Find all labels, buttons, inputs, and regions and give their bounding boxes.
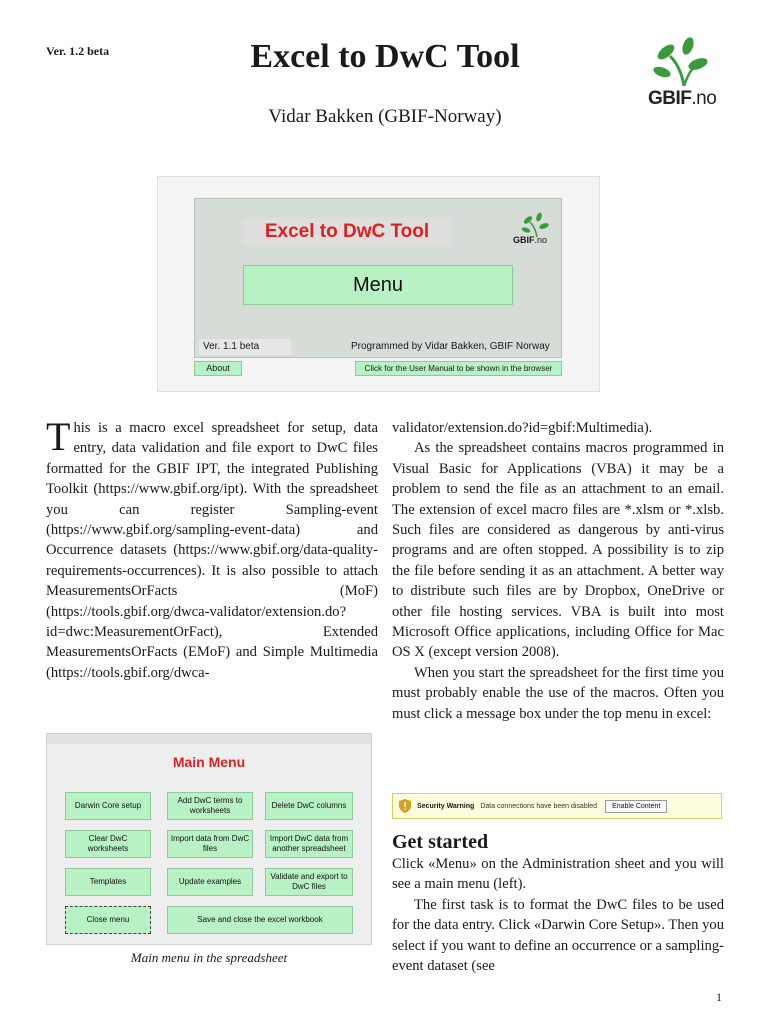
import-from-spreadsheet-button[interactable]: Import DwC data from another spreadsheet <box>265 830 353 858</box>
gbif-leaf-icon <box>517 209 557 253</box>
update-examples-button[interactable]: Update examples <box>167 868 253 896</box>
get-started-paragraph-2: The first task is to format the DwC files to be used for the data entry. Click «Darwin Core Setup». Then you select if you want to define an occurrence or a sampling-event dataset (see <box>392 896 724 975</box>
author-line: Vidar Bakken (GBIF-Norway) <box>268 106 502 127</box>
save-close-workbook-button[interactable]: Save and close the excel workbook <box>167 906 353 934</box>
panel-version: Ver. 1.1 beta <box>199 339 291 355</box>
shield-warning-icon <box>399 799 411 813</box>
page-number: 1 <box>716 990 722 1004</box>
get-started-paragraph-1: Click «Menu» on the Administration sheet and you will see a main menu (left). <box>392 856 724 893</box>
security-warning-label: Security Warning <box>417 802 475 810</box>
gbif-logo-text: GBIF.no <box>648 88 717 109</box>
main-menu-title: Main Menu <box>172 754 246 770</box>
right-paragraph-1: validator/extension.do?id=gbif:Multimedia). <box>392 420 653 436</box>
get-started-text <box>392 854 724 976</box>
get-started-heading: Get started <box>392 831 489 853</box>
version-label: Ver. 1.2 beta <box>46 44 110 58</box>
enable-content-button[interactable]: Enable Content <box>605 800 667 813</box>
panel-title: Excel to DwC Tool <box>243 218 451 246</box>
document-title: Excel to DwC Tool <box>250 38 520 75</box>
intro-text: his is a macro excel spreadsheet for setup, data entry, data validation and file export to DwC files formatted for the GBIF IPT, the integrated Publishing Toolkit (https://www.gbif.org/ipt). With the spreadsheet you can register Sampling-event (https://www.gbif.org/sampling-event-data) and Occurrence datasets (https://www.gbif.org/data-quality-requirements-occurrences). It is also possible to attach MeasurementsOrFacts (MoF) (https://tools.gbif.org/dwca-validator/extension.do?id=dwc:MeasurementOrFact), Extended MeasurementsOrFacts (EMoF) and Simple Multimedia (https://tools.gbif.org/dwca- <box>46 420 378 681</box>
right-paragraph-3: When you start the spreadsheet for the first time you must probably enable the use of the macros. Often you must click a message box under the top menu in excel: <box>392 664 724 722</box>
templates-button[interactable]: Templates <box>65 868 151 896</box>
top-strip <box>47 734 371 744</box>
menu-screenshot <box>157 176 600 392</box>
darwin-core-setup-button[interactable]: Darwin Core setup <box>65 792 151 820</box>
drop-cap: T <box>46 414 71 459</box>
programmed-by: Programmed by Vidar Bakken, GBIF Norway <box>351 341 550 352</box>
figure-caption: Main menu in the spreadsheet <box>130 950 288 965</box>
user-manual-button[interactable]: Click for the User Manual to be shown in the browser <box>355 361 562 376</box>
main-menu-screenshot <box>46 733 372 945</box>
right-column <box>392 418 724 724</box>
add-dwc-terms-button[interactable]: Add DwC terms to worksheets <box>167 792 253 820</box>
delete-dwc-columns-button[interactable]: Delete DwC columns <box>265 792 353 820</box>
intro-paragraph <box>46 414 378 683</box>
menu-button[interactable]: Menu <box>243 265 513 305</box>
mini-gbif-logo-text: GBIF.no <box>513 235 548 245</box>
admin-panel <box>194 198 562 358</box>
security-warning-bar <box>392 793 722 819</box>
validate-export-button[interactable]: Validate and export to DwC files <box>265 868 353 896</box>
about-button[interactable]: About <box>194 361 242 376</box>
right-paragraph-2: As the spreadsheet contains macros programmed in Visual Basic for Applications (VBA) it may be a problem to send the file as an attachment to an email. The extension of excel macro files are *.xlsm or *.xlsb. Such files are considered as dangerous by anti-virus programs and are often stopped. A possibility is to zip the file before sending it as an attachment. A better way to distribute such files are by Dropbox, OneDrive or other file hosting services. VBA is built into most Microsoft Office applications, including Office for Mac OS X (except version 2008). <box>392 440 724 661</box>
import-dwc-files-button[interactable]: Import data from DwC files <box>167 830 253 858</box>
security-warning-text: Data connections have been disabled <box>480 802 598 810</box>
close-menu-button[interactable]: Close menu <box>65 906 151 934</box>
clear-dwc-worksheets-button[interactable]: Clear DwC worksheets <box>65 830 151 858</box>
